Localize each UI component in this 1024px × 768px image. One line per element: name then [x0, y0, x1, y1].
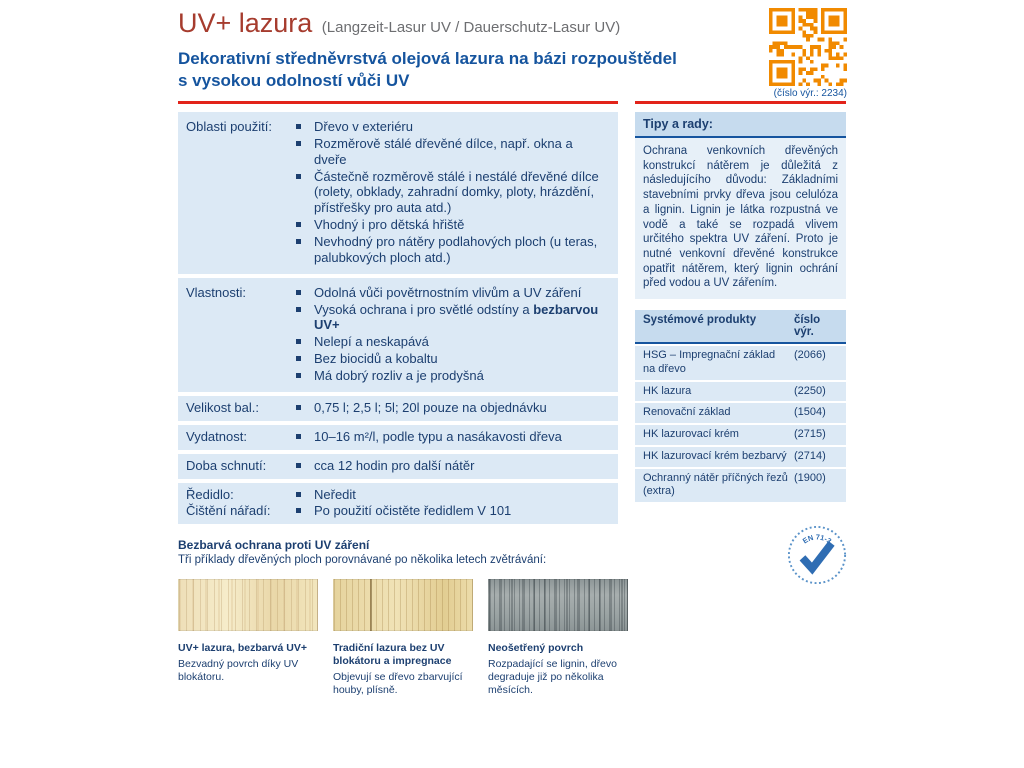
page-subtitle	[178, 48, 753, 93]
spec-label: Doba schnutí:	[186, 457, 267, 473]
bullet-square-icon	[296, 141, 301, 146]
spec-row-vlastnosti	[178, 278, 618, 392]
spec-item: Nelepí a neskapává	[296, 334, 608, 350]
spec-row-redidlo-cisteni	[178, 483, 618, 525]
section-subheading: Tři příklady dřevěných ploch porovnávané po několika letech zvětrávání:	[178, 554, 547, 566]
spec-row-vydatnost	[178, 425, 618, 450]
sample-desc: Rozpadající se lignin, dřevo degraduje již po několika měsících.	[488, 658, 617, 697]
product-row	[635, 382, 846, 402]
product-name: HSG – Impregnační základ na dřevo	[643, 349, 776, 375]
qr-caption: (číslo výr.: 2234)	[773, 88, 847, 99]
system-products-table	[635, 310, 846, 502]
qr-code	[769, 8, 847, 86]
product-row	[635, 425, 846, 445]
page-title-note: (Langzeit-Lasur UV / Dauerschutz-Lasur UV)	[321, 19, 621, 36]
divider-left	[178, 101, 618, 104]
bullet-square-icon	[296, 290, 301, 295]
product-name: HK lazura	[643, 384, 692, 397]
spec-item: Bez biocidů a kobaltu	[296, 351, 608, 367]
spec-item-text: Vysoká ochrana i pro světlé odstíny a	[314, 301, 534, 317]
bullet-square-icon	[296, 239, 301, 244]
product-code: (2714)	[794, 449, 826, 462]
badge-svg	[786, 524, 848, 586]
product-code: (2066)	[794, 349, 826, 362]
page-header	[178, 8, 753, 93]
spec-label	[186, 487, 286, 521]
products-header-code: číslo výr.	[794, 314, 821, 339]
spec-item: 0,75 l; 2,5 l; 5l; 20l pouze na objednávku	[296, 400, 608, 416]
spec-item: Má dobrý rozliv a je prodyšná	[296, 368, 608, 384]
bullet-square-icon	[296, 492, 301, 497]
bullet-square-icon	[296, 307, 301, 312]
product-row	[635, 469, 846, 503]
spec-item: Vhodný i pro dětská hřiště	[296, 217, 608, 233]
sample-caption	[333, 642, 473, 698]
wood-sample	[178, 579, 318, 698]
bullet-square-icon	[296, 222, 301, 227]
product-code: (1900)	[794, 471, 826, 484]
spec-item: Po použití očistěte ředidlem V 101	[296, 503, 608, 519]
en-71-3-badge	[786, 524, 848, 586]
product-code: (1504)	[794, 406, 826, 419]
products-header-name: Systémové produkty	[643, 314, 757, 327]
sample-title: Neošetřený povrch	[488, 642, 584, 654]
spec-row-doba-schnuti	[178, 454, 618, 479]
spec-item: Částečně rozměrově stálé i nestálé dřevěné dílce (rolety, obklady, zahradní domky, ploty, hrázdění, přístřešky pro auta atd.)	[296, 169, 608, 217]
wood-samples	[178, 579, 638, 698]
spec-label: Vlastnosti:	[186, 284, 246, 300]
tips-body: Ochrana venkovních dřevěných konstrukcí nátěrem je důležitá z následujícího důvodu: Základními stavebními prvky dřeva jsou celulóza a lignin. Lignin je látka rozpustná ve vodě a také se rozpadá vlivem určitého spektra UV záření. Proto je nutné venkovní dřevěné konstrukce opatřit nátěrem, který lignin ochrání před vodou a UV zářením.	[635, 138, 846, 299]
sample-title: Tradiční lazura bez UV blokátoru a impregnace	[333, 642, 452, 668]
sample-title: UV+ lazura, bezbarvá UV+	[178, 642, 307, 654]
spec-item-bold-text: bezbarvou UV+	[314, 301, 599, 333]
tips-header: Tipy a rady:	[635, 112, 846, 138]
wood-sample	[333, 579, 473, 698]
divider-right	[635, 101, 846, 104]
badge-label: EN 71-3	[800, 532, 834, 546]
spec-item: Nevhodný pro nátěry podlahových ploch (u teras, palubkových ploch atd.)	[296, 234, 608, 266]
bullet-square-icon	[296, 405, 301, 410]
spec-table	[178, 112, 618, 528]
spec-item: Odolná vůči povětrnostním vlivům a UV záření	[296, 285, 608, 301]
bullet-square-icon	[296, 373, 301, 378]
spec-label: Velikost bal.:	[186, 399, 259, 415]
bullet-square-icon	[296, 463, 301, 468]
sample-caption	[488, 642, 628, 698]
bullet-square-icon	[296, 124, 301, 129]
page-title: UV+ lazura	[178, 8, 313, 38]
sample-desc: Objevují se dřevo zbarvující houby, plísně.	[333, 671, 463, 697]
spec-item	[296, 302, 608, 334]
spec-items	[286, 119, 608, 267]
product-code: (2250)	[794, 384, 826, 397]
product-row	[635, 346, 846, 380]
sample-desc: Bezvadný povrch díky UV blokátoru.	[178, 658, 299, 684]
spec-label-line-2: Čištění nářadí:	[186, 503, 271, 519]
product-name: HK lazurovací krém bezbarvý	[643, 449, 787, 462]
section-heading: Bezbarvá ochrana proti UV záření	[178, 538, 370, 552]
spec-label: Oblasti použití:	[186, 119, 272, 134]
spec-row-velikost	[178, 396, 618, 421]
spec-item: Rozměrově stálé dřevěné dílce, např. okna a dveře	[296, 136, 608, 168]
product-row	[635, 403, 846, 423]
spec-row-oblasti-pouziti	[178, 112, 618, 274]
sample-caption	[178, 642, 318, 684]
spec-item: cca 12 hodin pro další nátěr	[296, 458, 608, 474]
product-code: (2715)	[794, 428, 826, 441]
title-line	[178, 8, 753, 39]
spec-item: Dřevo v exteriéru	[296, 119, 608, 135]
spec-item: 10–16 m²/l, podle typu a nasákavosti dřeva	[296, 429, 608, 445]
products-header	[635, 310, 846, 344]
subtitle-line-1: Dekorativní středněvrstvá olejová lazura na bázi rozpouštědel	[178, 49, 677, 68]
wood-sample-image-traditional	[333, 579, 473, 631]
spec-items	[286, 400, 608, 417]
wood-sample-image-untreated	[488, 579, 628, 631]
bullet-square-icon	[296, 356, 301, 361]
product-name: HK lazurovací krém	[643, 428, 739, 441]
spec-label: Vydatnost:	[186, 428, 247, 444]
right-column	[635, 112, 846, 502]
subtitle-line-2: s vysokou odolností vůči UV	[178, 71, 410, 91]
product-row	[635, 447, 846, 467]
wood-sample	[488, 579, 628, 698]
product-name: Renovační základ	[643, 406, 731, 419]
spec-label-line-1: Ředidlo:	[186, 486, 234, 502]
spec-items	[286, 285, 608, 385]
uv-protection-section	[178, 538, 638, 698]
wood-sample-image-treated	[178, 579, 318, 631]
product-name: Ochranný nátěr příčných řezů (extra)	[643, 471, 788, 498]
bullet-square-icon	[296, 174, 301, 179]
spec-items	[286, 458, 608, 475]
bullet-square-icon	[296, 339, 301, 344]
tips-box	[635, 112, 846, 299]
bullet-square-icon	[296, 434, 301, 439]
bullet-square-icon	[296, 508, 301, 513]
spec-items	[286, 487, 608, 521]
spec-item: Neředit	[296, 487, 608, 503]
spec-items	[286, 429, 608, 446]
qr-svg	[769, 8, 847, 86]
